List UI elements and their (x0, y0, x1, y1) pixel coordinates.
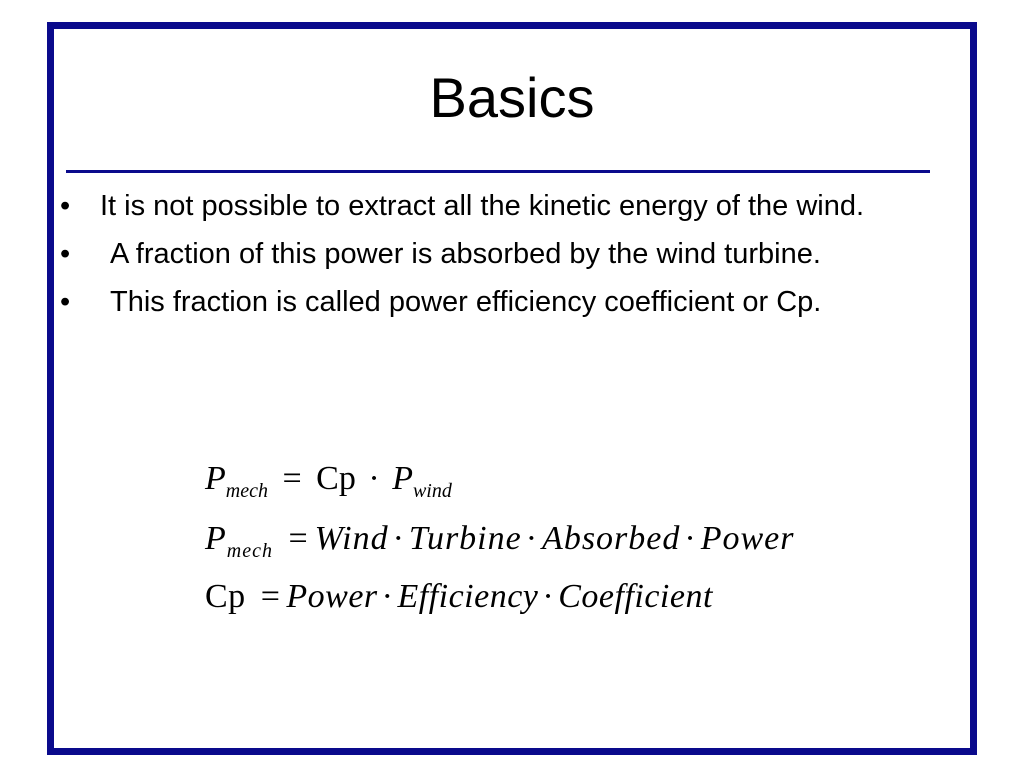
equation-pmech-cp (205, 460, 452, 503)
eq-dot: · (381, 578, 394, 615)
eq-equals: = (288, 520, 309, 557)
eq-term: Turbine (408, 520, 522, 557)
slide-border (47, 22, 977, 755)
eq-term: P (392, 460, 413, 497)
bullet-item (60, 188, 940, 224)
eq-equals: = (282, 460, 302, 497)
bullet-item (60, 236, 940, 272)
eq-equals: = (260, 578, 281, 615)
eq-dot: · (684, 520, 697, 557)
eq-term: Cp (205, 578, 246, 615)
eq-term: Power (286, 578, 378, 615)
bullet-marker: • (60, 238, 71, 270)
eq-subscript: mech (226, 540, 273, 562)
eq-term: Wind (314, 520, 389, 557)
bullet-item (60, 284, 940, 320)
eq-subscript: wind (412, 480, 452, 502)
bullet-marker: • (60, 190, 71, 222)
eq-term: Power (700, 520, 795, 557)
eq-term: P (205, 460, 226, 497)
bullet-text: This fraction is called power efficiency coefficient or Cp. (110, 286, 822, 318)
slide-title: Basics (429, 66, 595, 129)
eq-term: Absorbed (542, 520, 681, 557)
eq-term: P (205, 520, 227, 557)
title-underline (66, 170, 930, 173)
eq-dot: · (392, 520, 405, 557)
eq-term: Efficiency (397, 578, 539, 615)
eq-dot: · (525, 520, 539, 557)
equation-cp-definition (205, 578, 713, 616)
eq-dot: · (368, 460, 380, 497)
bullet-list (60, 188, 940, 332)
eq-dot: · (542, 578, 555, 615)
eq-term: Coefficient (558, 578, 713, 615)
bullet-text: A fraction of this power is absorbed by the wind turbine. (110, 238, 821, 270)
eq-subscript: mech (225, 480, 268, 502)
bullet-marker: • (60, 286, 71, 318)
bullet-text: It is not possible to extract all the kinetic energy of the wind. (100, 190, 865, 222)
equation-pmech-words (205, 520, 794, 563)
eq-term: Cp (316, 460, 356, 497)
